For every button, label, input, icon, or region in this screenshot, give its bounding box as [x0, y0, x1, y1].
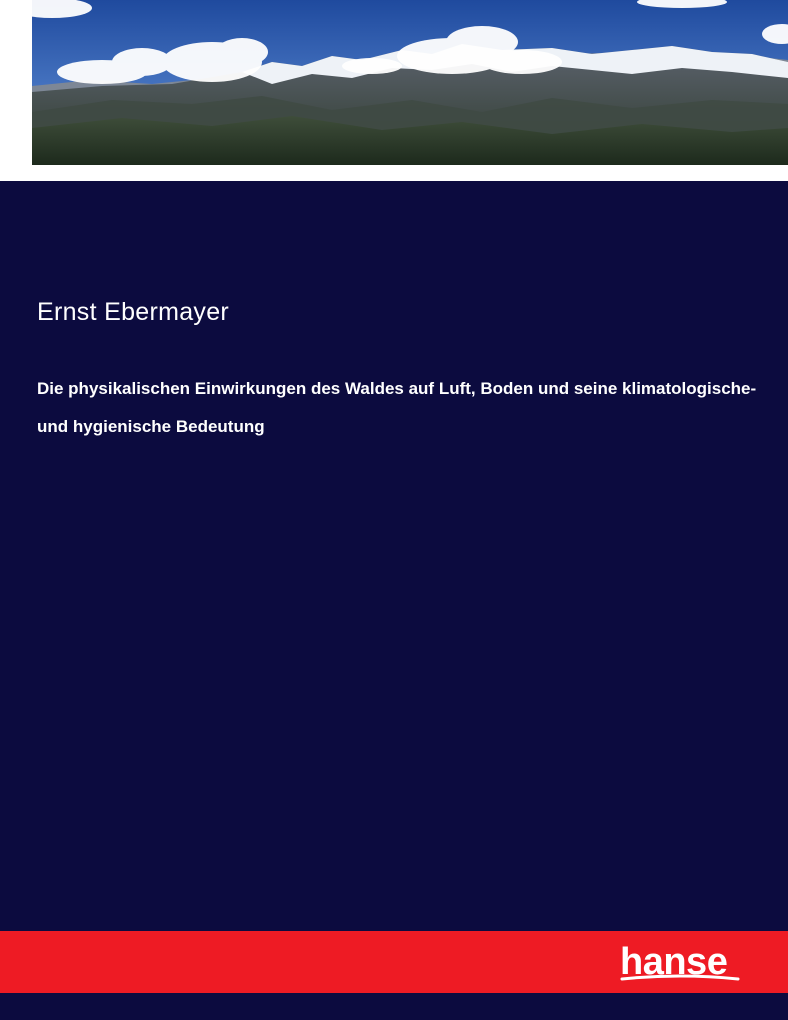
- book-author: Ernst Ebermayer: [37, 298, 230, 326]
- logo-swoosh-icon: [620, 939, 744, 987]
- book-title-line-1: Die physikalischen Einwirkungen des Waldes auf Luft, Boden und seine klimatologische-: [37, 379, 757, 398]
- publisher-logo-text: hanse: [620, 941, 728, 983]
- book-title: [37, 370, 757, 446]
- mountain-landscape-image: [32, 0, 788, 165]
- hanse-publisher-logo: [620, 939, 744, 987]
- book-title-line-2: und hygienische Bedeutung: [37, 417, 265, 436]
